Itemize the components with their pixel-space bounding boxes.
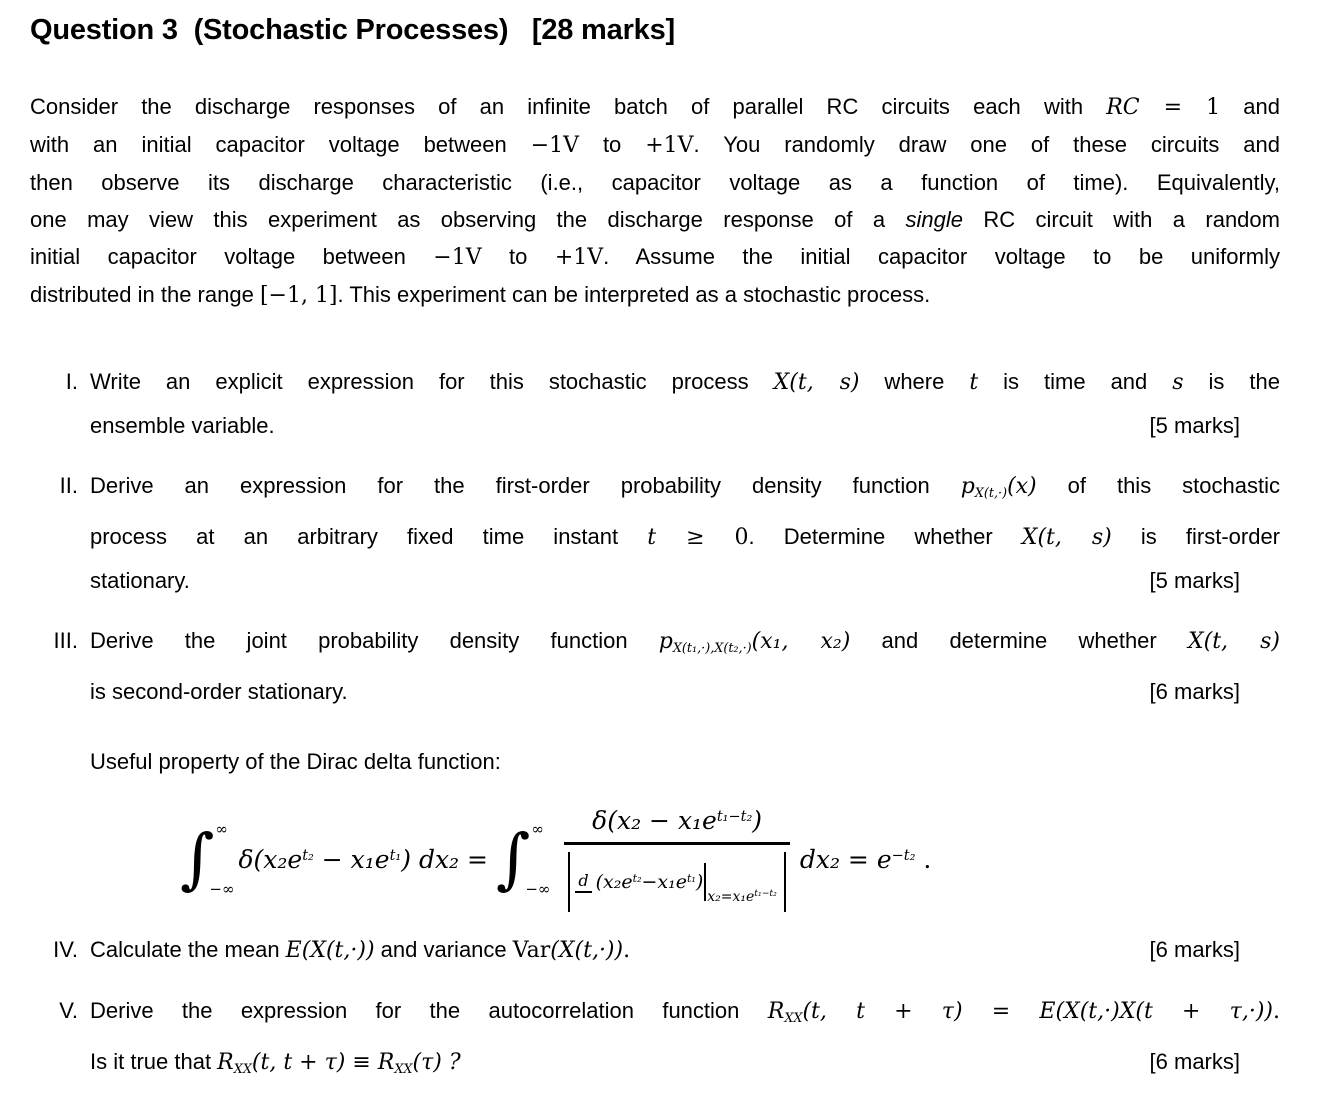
item-body (90, 989, 1280, 1091)
item-text (90, 360, 1280, 404)
integral-upper-limit: ∞ (531, 820, 544, 839)
text-run: is first-order (1111, 524, 1281, 550)
text-run: Derive the joint probability density function (90, 628, 659, 654)
text-run: −1V (530, 133, 580, 158)
text-run: −1V (433, 245, 482, 270)
text-run: . (915, 844, 932, 874)
item-body (90, 464, 1280, 602)
text-run: . This experiment can be interpreted as a stochastic process. (337, 282, 931, 307)
item-last-line (90, 670, 1280, 713)
text-run: t₂ (632, 872, 642, 886)
integral-limits (525, 820, 551, 899)
text-run: X(t, s) (773, 370, 860, 395)
item-text-last (90, 1040, 461, 1091)
text-run: ) (695, 871, 704, 894)
text-run: XX (394, 1062, 413, 1078)
item-text-last (90, 404, 275, 447)
text-run: s (1172, 370, 1184, 395)
text-run: ≥ 0 (656, 525, 749, 551)
item-body (90, 360, 1280, 447)
text-run: −t₂ (891, 847, 916, 864)
text-run: t₁−t₂ (754, 887, 777, 899)
item-last-line (90, 1040, 1280, 1091)
question-item (30, 619, 1280, 713)
text-run: distributed in the range (30, 282, 260, 307)
item-numeral: I. (65, 369, 78, 394)
item-marks: [5 marks] (1149, 413, 1240, 438)
integral-sign (496, 820, 550, 898)
integral-lower-limit: −∞ (209, 880, 235, 899)
text-run: and variance (374, 937, 513, 963)
text-run: to (481, 244, 555, 269)
text-run: [−1, 1] (259, 283, 338, 308)
text-run: t₂ (302, 847, 314, 864)
text-run: +1V (645, 133, 694, 158)
text-run: Var (512, 938, 551, 964)
text-run: R (217, 1050, 234, 1076)
text-run: . Assume the initial capacitor voltage to be uniformly (603, 244, 1281, 269)
text-run: ) (752, 806, 763, 836)
integral-glyph: ∫ (180, 819, 215, 897)
text-run: X(t, s) (1187, 629, 1280, 655)
item-last-line (90, 559, 1280, 602)
text-run: ) dx₂ = (401, 844, 496, 874)
text-run: Calculate the mean (90, 937, 286, 963)
text-run: RC (1106, 95, 1140, 120)
text-run: x₂=x₁e (707, 888, 755, 905)
text-run: to (579, 132, 646, 157)
item-text-last (90, 928, 630, 972)
text-run: dx₂ = e (799, 844, 892, 874)
text-run: is time and (978, 369, 1173, 394)
text-run: XX (784, 1011, 803, 1027)
item-marks: [6 marks] (1149, 679, 1240, 705)
text-run: −x₁e (641, 871, 687, 894)
item-marks: [6 marks] (1149, 1049, 1240, 1075)
item-marks: [5 marks] (1149, 568, 1240, 594)
fraction-denominator (564, 845, 789, 912)
intro-paragraph-body (30, 88, 1280, 276)
item-body (90, 928, 1280, 972)
text-run: X(t, s) (1021, 525, 1112, 551)
text-run: one may view this experiment as observing the discharge response of a (30, 207, 906, 232)
item-text (90, 989, 1280, 1040)
text-run: − x₁e (313, 844, 390, 874)
integral-limits (209, 820, 235, 899)
text-run: +1V (554, 245, 604, 270)
question-item (30, 360, 1280, 447)
text-run: is the (1183, 369, 1280, 394)
text-run: . (1273, 999, 1280, 1025)
text-run: (τ) ? (412, 1050, 461, 1076)
evaluation-subscript (707, 888, 777, 905)
text-run: Derive an expression for the first-order probability density function (90, 473, 961, 498)
item-body (90, 619, 1280, 713)
text-run: initial capacitor voltage between (30, 244, 434, 269)
intro-paragraph-last-line (30, 276, 1280, 314)
question-items-upper (30, 360, 1280, 713)
text-run: . Determine whether (748, 524, 1022, 550)
text-run: (x) (1007, 474, 1037, 499)
text-run: . You randomly draw one of these circuits and (693, 132, 1280, 157)
text-run: where (859, 369, 970, 394)
text-run: . (623, 938, 631, 964)
integral-upper-limit: ∞ (215, 820, 228, 839)
evaluation-bar (704, 863, 706, 901)
item-numeral: III. (53, 628, 78, 654)
fraction (564, 806, 789, 912)
item-numeral: IV. (53, 937, 78, 963)
item-text-last (90, 670, 348, 713)
text-run: (t, t + τ) = E(X(t,·)X(t + τ,·)) (802, 999, 1273, 1025)
text-run: E(X(t,·)) (285, 938, 375, 964)
derivative-numerator: d (575, 871, 591, 893)
text-run: (x₁, x₂) (751, 629, 851, 655)
text-run: R (767, 999, 785, 1025)
text-run: single (905, 207, 963, 232)
text-run: (x₂e (595, 871, 633, 894)
question-item (30, 928, 1280, 972)
text-run: t (969, 370, 979, 395)
dirac-note: Useful property of the Dirac delta function: (90, 749, 501, 775)
item-text (90, 619, 1280, 670)
text-run: RC circuit with a random (962, 207, 1280, 232)
text-run: t₁ (686, 872, 696, 886)
text-run: t₁ (389, 847, 402, 864)
text-run: is second-order stationary. (90, 679, 348, 705)
integral-glyph: ∫ (495, 819, 531, 897)
item-text-last (90, 559, 190, 602)
text-run: then observe its discharge characteristic (i.e., capacitor voltage as a function of time). Equivalently, (30, 170, 1280, 195)
text-run: = 1 (1139, 95, 1221, 120)
question-item (30, 464, 1280, 602)
text-run: δ(x₂e (238, 844, 303, 874)
integral-lower-limit: −∞ (525, 880, 551, 899)
text-run: X(t₁,·),X(t₂,·) (672, 641, 752, 657)
denominator-body (596, 871, 704, 893)
item-last-line (90, 404, 1280, 447)
formula-rhs (800, 845, 931, 874)
abs-bar-right (784, 852, 786, 912)
text-run: Consider the discharge responses of an infinite batch of parallel RC circuits each with (30, 94, 1107, 119)
text-run: t (647, 525, 657, 551)
abs-bar-left (568, 852, 570, 912)
text-run: of this stochastic (1036, 473, 1280, 498)
text-run: stationary. (90, 568, 190, 594)
text-run: t₁−t₂ (716, 809, 753, 826)
text-run: Write an explicit expression for this stochastic process (90, 369, 774, 394)
text-run: Is it true that (90, 1049, 218, 1075)
text-run: process at an arbitrary fixed time instant (90, 524, 648, 550)
text-run: p (658, 629, 673, 655)
text-run: (X(t,·)) (550, 938, 624, 964)
formula-lhs (238, 845, 495, 874)
page-title: Question 3 (Stochastic Processes) [28 marks] (30, 14, 675, 46)
text-run: XX (233, 1062, 252, 1078)
text-run: X(t,·) (974, 486, 1008, 502)
item-text (90, 464, 1280, 559)
text-run: ensemble variable. (90, 413, 275, 438)
item-marks: [6 marks] (1149, 937, 1240, 963)
item-numeral: V. (59, 998, 78, 1024)
integral-sign (180, 820, 234, 898)
text-run: and (1220, 94, 1280, 119)
question-items-lower (30, 928, 1280, 1091)
text-run: with an initial capacitor voltage between (30, 132, 531, 157)
text-run: and determine whether (850, 628, 1188, 654)
intro-paragraph (30, 88, 1280, 314)
derivative-fraction (575, 871, 591, 894)
item-numeral: II. (59, 473, 78, 498)
item-last-line (90, 928, 1280, 972)
text-run: (t, t + τ) ≡ R (251, 1050, 395, 1076)
text-run: p (960, 474, 975, 499)
text-run: Derive the expression for the autocorrelation function (90, 998, 768, 1024)
dirac-formula (180, 806, 1280, 912)
fraction-numerator (576, 806, 778, 842)
text-run: δ(x₂ − x₁e (592, 806, 717, 836)
question-item (30, 989, 1280, 1091)
